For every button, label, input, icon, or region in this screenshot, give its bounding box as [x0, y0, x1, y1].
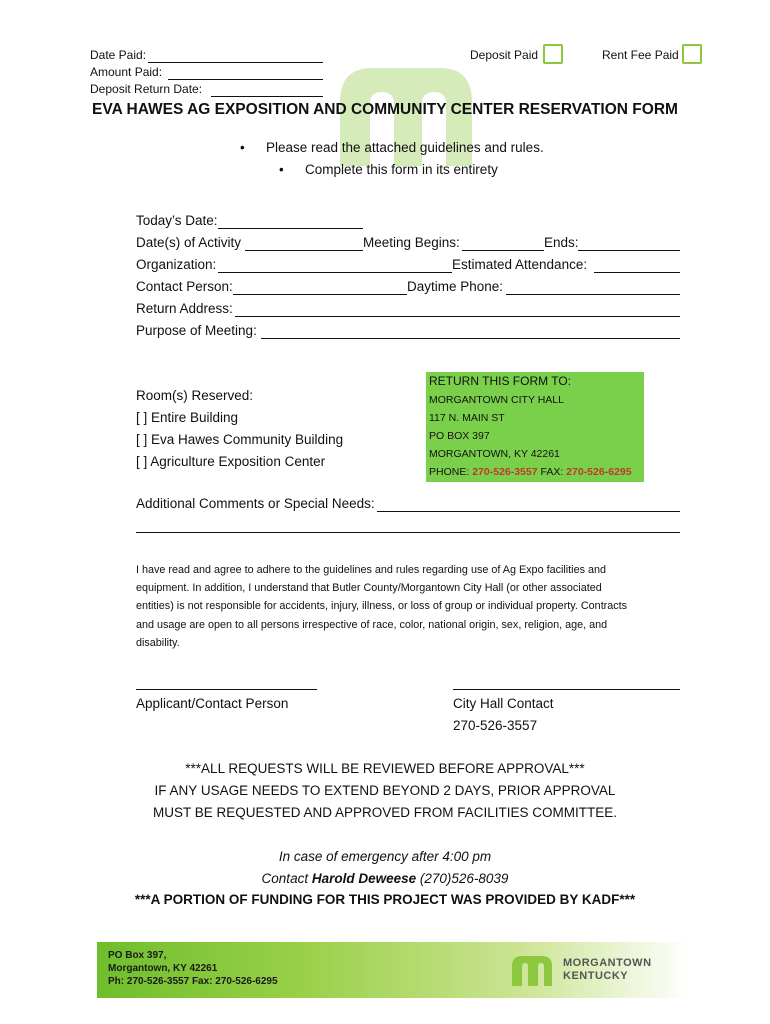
form-title: EVA HAWES AG EXPOSITION AND COMMUNITY CENTER RESERVATION FORM [92, 101, 678, 118]
deposit-return-date-label: Deposit Return Date: [90, 82, 203, 96]
dates-of-activity-label: Date(s) of Activity [136, 235, 242, 250]
return-line: MORGANTOWN, KY 42261 [429, 448, 560, 460]
footer-address-line: Morgantown, KY 42261 [108, 963, 218, 974]
agreement-paragraph [136, 561, 696, 652]
footer-logo-text: MORGANTOWN [563, 957, 652, 969]
organization-label: Organization: [136, 257, 217, 272]
rooms-heading: Room(s) Reserved: [136, 388, 254, 403]
daytime-phone-field[interactable] [506, 294, 680, 295]
morgantown-logo-icon [510, 954, 554, 988]
return-line: 117 N. MAIN ST [429, 412, 505, 424]
contact-person-label: Contact Person: [136, 279, 233, 294]
additional-comments-label: Additional Comments or Special Needs: [136, 496, 375, 511]
contact-phone: (270)526-8039 [416, 871, 509, 886]
deposit-return-date-line[interactable] [211, 96, 323, 97]
funding-notice: ***A PORTION OF FUNDING FOR THIS PROJECT WAS PROVIDED BY KADF*** [134, 892, 636, 907]
deposit-paid-checkbox[interactable] [543, 44, 563, 64]
agreement-line: entities) is not responsible for accidents, injury, illness, or loss of group or individual property. Contracts [136, 600, 628, 613]
meeting-begins-label: Meeting Begins: [363, 235, 460, 250]
contact-prefix: Contact [261, 871, 312, 886]
footer-banner [97, 942, 691, 998]
city-hall-signature-line[interactable] [453, 689, 680, 690]
footer-address-line: Ph: 270-526-3557 Fax: 270-526-6295 [108, 976, 278, 987]
agreement-line: disability. [136, 636, 180, 649]
rent-fee-paid-label: Rent Fee Paid [602, 48, 679, 62]
rent-fee-paid-checkbox[interactable] [682, 44, 702, 64]
return-form-box [426, 372, 644, 482]
return-phone-line [429, 466, 632, 478]
purpose-of-meeting-field[interactable] [261, 338, 680, 339]
todays-date-field[interactable] [218, 228, 363, 229]
additional-comments-field[interactable] [377, 511, 680, 512]
ends-label: Ends: [544, 235, 579, 250]
date-paid-line[interactable] [148, 62, 323, 63]
return-line: PO BOX 397 [429, 430, 490, 442]
estimated-attendance-field[interactable] [594, 272, 680, 273]
return-line: MORGANTOWN CITY HALL [429, 394, 564, 406]
phone-number: 270-526-3557 [472, 466, 538, 478]
footer-address-line: PO Box 397, [108, 950, 167, 961]
daytime-phone-label: Daytime Phone: [407, 279, 504, 294]
deposit-paid-label: Deposit Paid [470, 48, 539, 62]
footer-logo-subtext: KENTUCKY [563, 970, 629, 982]
agreement-line: I have read and agree to adhere to the guidelines and rules regarding use of Ag Expo facilities and [136, 564, 606, 576]
notice-line: IF ANY USAGE NEEDS TO EXTEND BEYOND 2 DAYS, PRIOR APPROVAL [154, 783, 616, 798]
city-hall-phone: 270-526-3557 [453, 718, 538, 733]
room-option-entire-building[interactable]: [ ] Entire Building [136, 410, 239, 425]
room-option-expo-center[interactable]: [ ] Agriculture Exposition Center [136, 454, 326, 469]
organization-field[interactable] [218, 272, 452, 273]
agreement-line: equipment. In addition, I understand that Butler County/Morgantown City Hall (or other associated [136, 582, 602, 595]
amount-paid-label: Amount Paid: [90, 65, 163, 79]
return-address-field[interactable] [235, 316, 680, 317]
return-address-label: Return Address: [136, 301, 233, 316]
todays-date-label: Today’s Date: [136, 213, 218, 228]
city-hall-contact-label: City Hall Contact [453, 696, 554, 711]
dates-of-activity-field[interactable] [245, 250, 363, 251]
meeting-begins-field[interactable] [462, 250, 544, 251]
emergency-contact [60, 871, 710, 886]
ends-field[interactable] [578, 250, 680, 251]
emergency-line: In case of emergency after 4:00 pm [278, 849, 492, 864]
phone-label: PHONE: [429, 466, 473, 478]
instruction-item: • Please read the attached guidelines and rules. [266, 140, 544, 155]
applicant-signature-line[interactable] [136, 689, 317, 690]
room-option-community-building[interactable]: [ ] Eva Hawes Community Building [136, 432, 344, 447]
estimated-attendance-label: Estimated Attendance: [452, 257, 588, 272]
notice-line: ***ALL REQUESTS WILL BE REVIEWED BEFORE APPROVAL*** [185, 761, 585, 776]
fax-label: FAX: [537, 466, 567, 478]
purpose-of-meeting-label: Purpose of Meeting: [136, 323, 257, 338]
fax-number: 270-526-6295 [566, 466, 632, 478]
return-heading: RETURN THIS FORM TO: [429, 374, 572, 388]
applicant-label: Applicant/Contact Person [136, 696, 289, 711]
instruction-item: • Complete this form in its entirety [305, 162, 498, 177]
agreement-line: and usage are open to all persons irrespective of race, color, national origin, sex, religion, age, and [136, 618, 608, 631]
amount-paid-line[interactable] [168, 79, 323, 80]
contact-person-field[interactable] [233, 294, 407, 295]
date-paid-label: Date Paid: [90, 48, 147, 62]
additional-comments-field-line2[interactable] [136, 532, 680, 533]
contact-name: Harold Deweese [311, 871, 417, 886]
notice-line: MUST BE REQUESTED AND APPROVED FROM FACILITIES COMMITTEE. [152, 805, 618, 820]
